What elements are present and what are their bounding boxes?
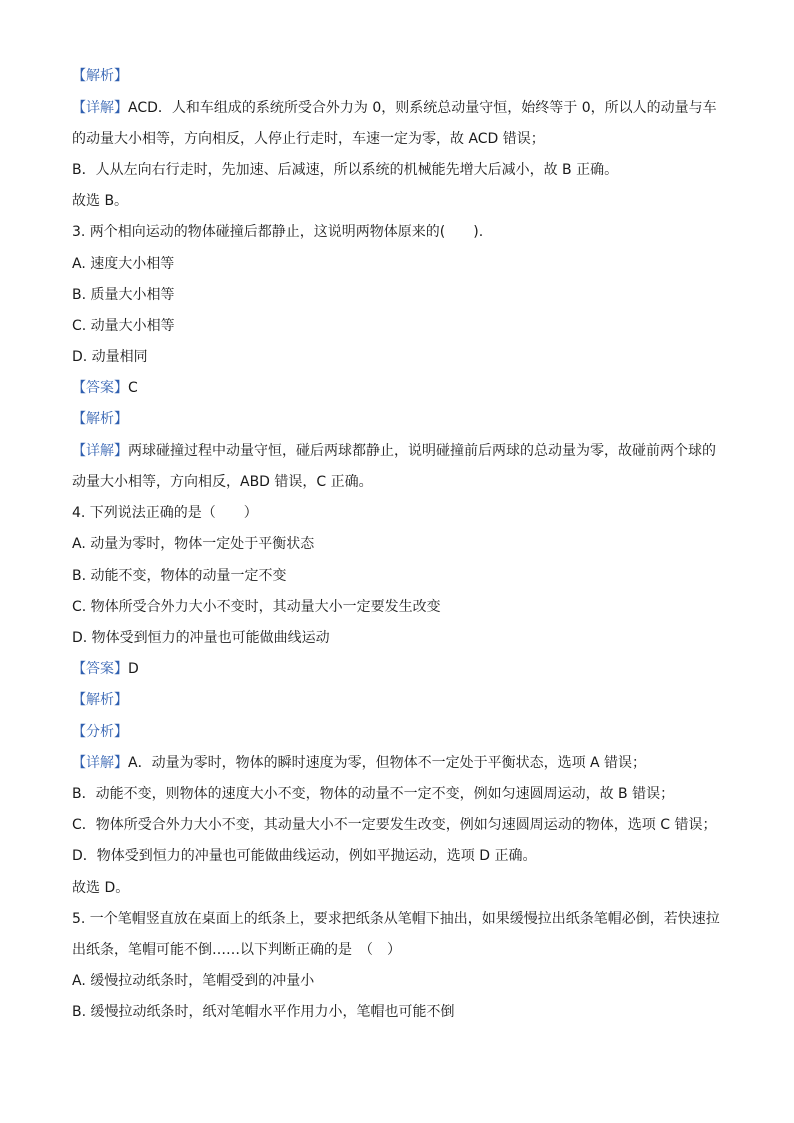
- detail-paragraph-line: 的动量大小相等，方向相反，人停止行走时，车速一定为零，故 ACD 错误；: [72, 131, 545, 147]
- analysis-heading: 【解析】: [72, 692, 128, 708]
- question-3-option-c: C. 动量大小相等: [72, 318, 175, 334]
- question-4-stem: 4. 下列说法正确的是（ ）: [72, 505, 258, 521]
- question-5-option-a: A. 缓慢拉动纸条时，笔帽受到的冲量小: [72, 973, 315, 989]
- question-5-stem-continued: 出纸条，笔帽可能不倒……以下判断正确的是 （ ）: [72, 942, 401, 958]
- detail-paragraph-line: [72, 753, 646, 773]
- answer-value: C: [128, 380, 138, 396]
- question-3-option-b: B. 质量大小相等: [72, 287, 175, 303]
- analysis-heading: 【解析】: [72, 411, 128, 427]
- analysis-heading: 【解析】: [72, 68, 128, 84]
- question-4-option-b: B. 动能不变，物体的动量一定不变: [72, 568, 287, 584]
- answer-value: D: [128, 661, 139, 677]
- analysis-subheading: 【分析】: [72, 724, 128, 740]
- question-4-answer: [72, 659, 139, 679]
- detail-paragraph-line: B．人从左向右行走时，先加速、后减速，所以系统的机械能先增大后减小，故 B 正确。: [72, 162, 619, 178]
- detail-paragraph-line: [72, 98, 717, 118]
- question-3-option-d: D. 动量相同: [72, 349, 148, 365]
- answer-tag: 【答案】: [72, 661, 128, 677]
- question-4-option-a: A. 动量为零时，物体一定处于平衡状态: [72, 536, 315, 552]
- detail-tag: 【详解】: [72, 755, 128, 771]
- detail-paragraph-line: [72, 441, 716, 461]
- question-3-stem: 3. 两个相向运动的物体碰撞后都静止，这说明两物体原来的( ).: [72, 224, 484, 240]
- question-4-option-d: D. 物体受到恒力的冲量也可能做曲线运动: [72, 630, 330, 646]
- question-4-option-c: C. 物体所受合外力大小不变时，其动量大小一定要发生改变: [72, 599, 441, 615]
- detail-paragraph-line: B．动能不变，则物体的速度大小不变，物体的动量不一定不变，例如匀速圆周运动，故 B 错误；: [72, 786, 675, 802]
- detail-text: A．动量为零时，物体的瞬时速度为零，但物体不一定处于平衡状态，选项 A 错误；: [128, 755, 647, 771]
- detail-text: 两球碰撞过程中动量守恒，碰后两球都静止，说明碰撞前后两球的总动量为零，故碰前两个球的: [128, 443, 716, 459]
- question-3-answer: [72, 378, 138, 398]
- detail-tag: 【详解】: [72, 443, 128, 459]
- choice-conclusion: 故选 D。: [72, 880, 130, 896]
- answer-tag: 【答案】: [72, 380, 128, 396]
- question-3-option-a: A. 速度大小相等: [72, 256, 175, 272]
- detail-tag: 【详解】: [72, 100, 128, 116]
- question-5-stem: 5. 一个笔帽竖直放在桌面上的纸条上，要求把纸条从笔帽下抽出，如果缓慢拉出纸条笔帽必倒，若快速拉: [72, 911, 720, 927]
- detail-paragraph-line: D．物体受到恒力的冲量也可能做曲线运动，例如平抛运动，选项 D 正确。: [72, 848, 537, 864]
- detail-paragraph-line: 动量大小相等，方向相反，ABD 错误，C 正确。: [72, 474, 373, 490]
- question-5-option-b: B. 缓慢拉动纸条时，纸对笔帽水平作用力小，笔帽也可能不倒: [72, 1004, 455, 1020]
- choice-conclusion: 故选 B。: [72, 193, 129, 209]
- detail-text: ACD．人和车组成的系统所受合外力为 0，则系统总动量守恒，始终等于 0，所以人的动量与车: [128, 100, 717, 116]
- detail-paragraph-line: C．物体所受合外力大小不变，其动量大小不一定要发生改变，例如匀速圆周运动的物体，选项 C 错误；: [72, 817, 717, 833]
